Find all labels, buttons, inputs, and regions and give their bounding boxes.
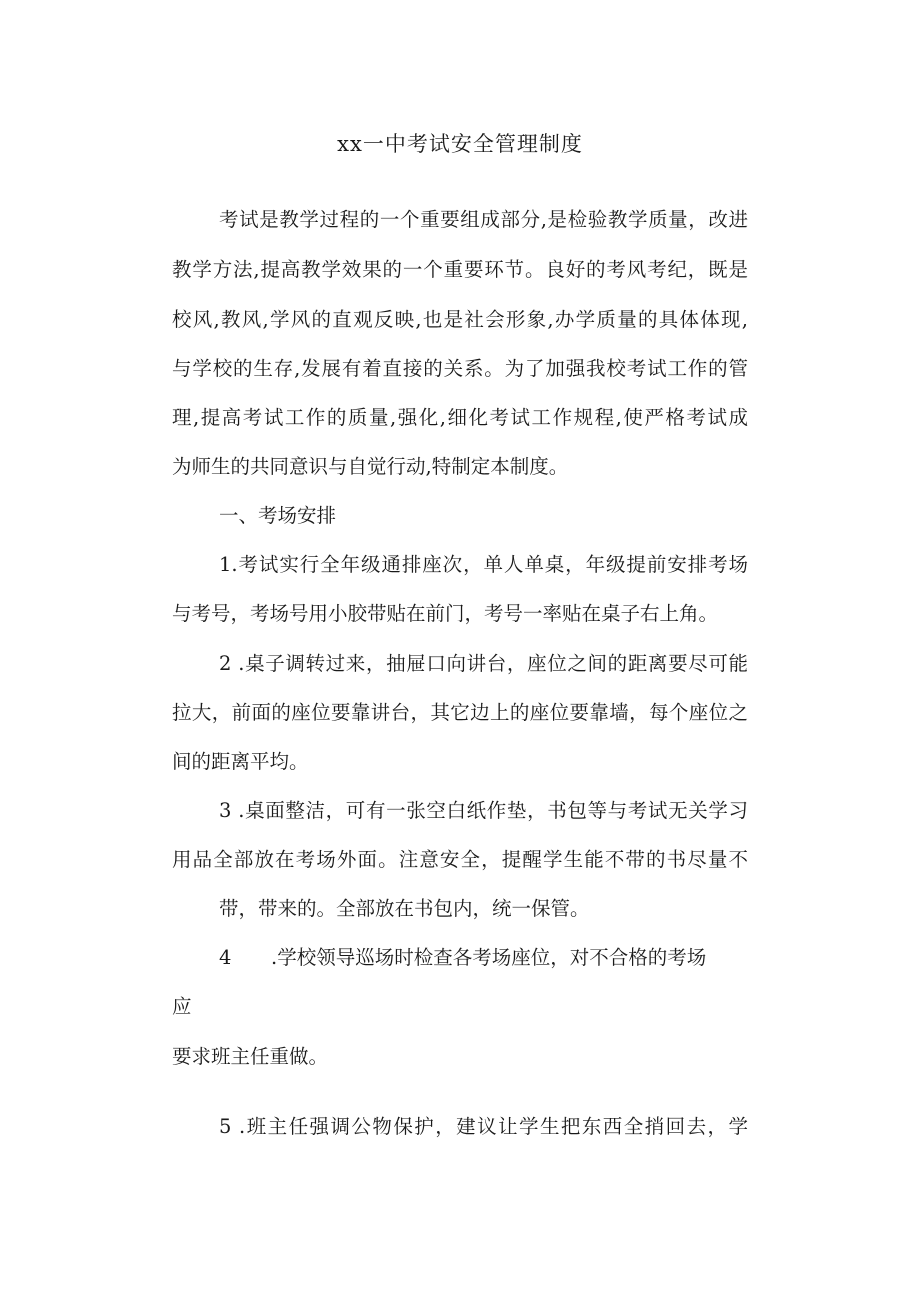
- intro-line-2: 教学方法,提高教学效果的一个重要环节。良好的考风考纪，既是: [172, 258, 748, 281]
- item3-line-3: 带，带来的。全部放在书包内，统一保管。: [219, 897, 590, 920]
- item2-line-3: 间的距离平均。: [172, 750, 309, 773]
- item2-line-2: 拉大，前面的座位要靠讲台，其它边上的座位要靠墙，每个座位之: [172, 701, 748, 724]
- item4-line-2: 应: [172, 995, 192, 1018]
- item1-line-1: 1.考试实行全年级通排座次，单人单桌，年级提前安排考场: [219, 553, 748, 576]
- item4-text: .学校领导巡场时检查各考场座位，对不合格的考场: [271, 946, 707, 969]
- intro-line-6: 为师生的共同意识与自觉行动,特制定本制度。: [172, 455, 569, 478]
- item5-line-1: 5 .班主任强调公物保护，建议让学生把东西全捎回去，学: [219, 1115, 748, 1138]
- intro-line-3: 校风,教风,学风的直观反映,也是社会形象,办学质量的具体体现,: [172, 308, 748, 331]
- intro-line-4: 与学校的生存,发展有着直接的关系。为了加强我校考试工作的管: [172, 357, 748, 380]
- section-heading: 一、考场安排: [219, 504, 337, 527]
- item3-line-1: 3 .桌面整洁，可有一张空白纸作垫，书包等与考试无关学习: [219, 799, 748, 822]
- item4-number: 4: [219, 946, 232, 969]
- item4-line-1: [219, 944, 706, 972]
- item2-line-1: 2 .桌子调转过来，抽屉口向讲台，座位之间的距离要尽可能: [219, 652, 748, 675]
- item1-line-2: 与考号，考场号用小胶带贴在前门，考号一率贴在桌子右上角。: [172, 602, 719, 625]
- intro-line-1: 考试是教学过程的一个重要组成部分,是检验教学质量，改进: [219, 208, 748, 231]
- document-title: xx一中考试安全管理制度: [337, 132, 583, 156]
- item4-line-3: 要求班主任重做。: [172, 1045, 329, 1068]
- item3-line-2: 用品全部放在考场外面。注意安全，提醒学生能不带的书尽量不: [172, 848, 748, 871]
- intro-line-5: 理,提高考试工作的质量,强化,细化考试工作规程,使严格考试成: [172, 406, 748, 429]
